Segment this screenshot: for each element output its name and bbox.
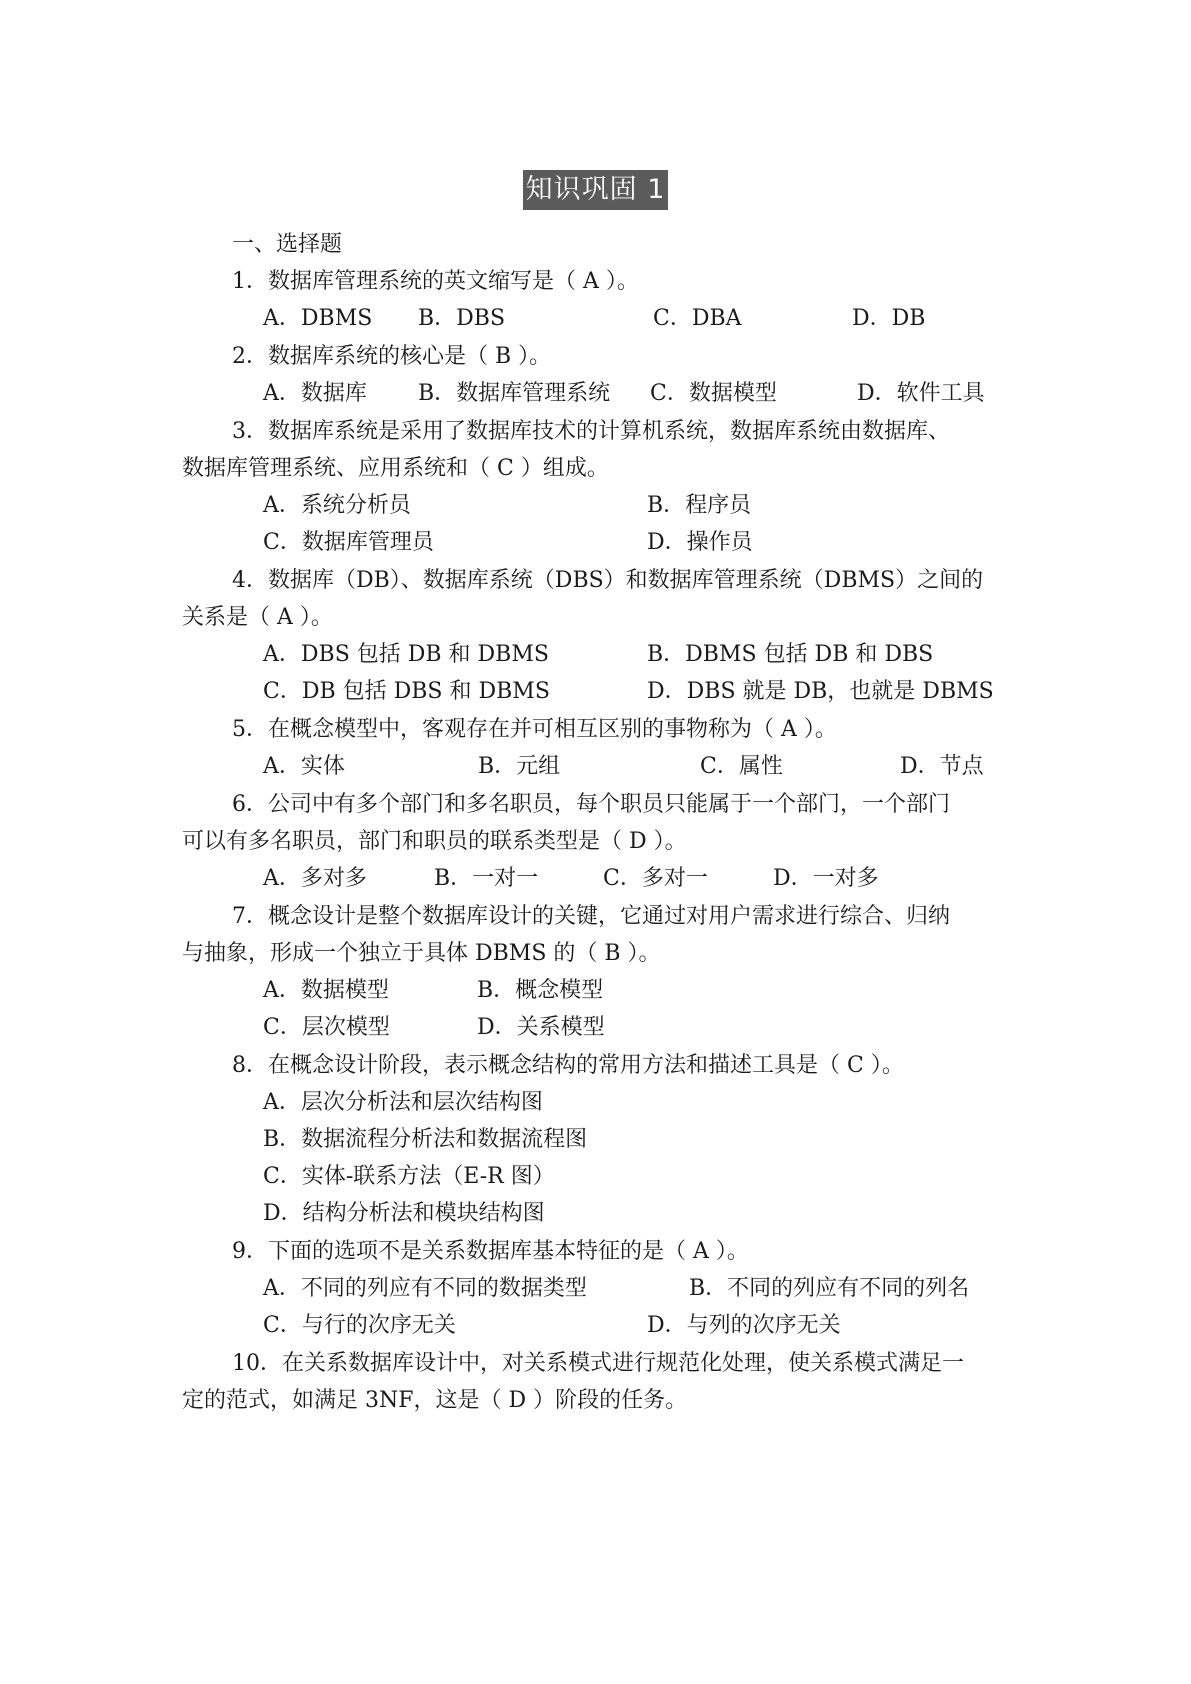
- question-10-text-line-2: 定的范式，如满足 3NF，这是（ D ）阶段的任务。: [182, 1388, 688, 1413]
- q1-option-b: B．DBS: [418, 306, 506, 331]
- q8-option-d: D．结构分析法和模块结构图: [263, 1201, 545, 1226]
- question-7-text-line-2: 与抽象，形成一个独立于具体 DBMS 的（ B ）。: [182, 941, 661, 966]
- q8-option-a: A．层次分析法和层次结构图: [263, 1090, 543, 1115]
- q6-option-b: B．一对一: [434, 866, 539, 891]
- q9-option-c: C．与行的次序无关: [263, 1313, 456, 1338]
- q5-option-b: B．元组: [478, 754, 561, 779]
- page-title: 知识巩固 1: [523, 170, 669, 210]
- q5-option-c: C．属性: [700, 754, 783, 779]
- title-container: [0, 170, 1191, 210]
- q9-option-a: A．不同的列应有不同的数据类型: [263, 1276, 587, 1301]
- question-2-text: 2．数据库系统的核心是（ B ）。: [232, 344, 552, 369]
- question-5-text: 5．在概念模型中，客观存在并可相互区别的事物称为（ A ）。: [232, 717, 837, 742]
- question-4-text-line-2: 关系是（ A ）。: [182, 605, 333, 630]
- q4-option-a: A．DBS 包括 DB 和 DBMS: [263, 642, 549, 667]
- question-6-text-line-1: 6．公司中有多个部门和多名职员，每个职员只能属于一个部门，一个部门: [232, 792, 950, 817]
- q1-option-c: C．DBA: [653, 306, 742, 331]
- q4-option-c: C．DB 包括 DBS 和 DBMS: [263, 679, 550, 704]
- q8-option-b: B．数据流程分析法和数据流程图: [263, 1127, 588, 1152]
- q2-option-c: C．数据模型: [650, 381, 777, 406]
- question-6-text-line-2: 可以有多名职员，部门和职员的联系类型是（ D ）。: [182, 829, 687, 854]
- q7-option-d: D．关系模型: [477, 1015, 605, 1040]
- q7-option-a: A．数据模型: [263, 978, 389, 1003]
- q3-option-b: B．程序员: [647, 493, 752, 518]
- question-10-text-line-1: 10．在关系数据库设计中，对关系模式进行规范化处理，使关系模式满足一: [232, 1351, 964, 1376]
- q2-option-a: A．数据库: [263, 381, 367, 406]
- question-9-text: 9．下面的选项不是关系数据库基本特征的是（ A ）。: [232, 1239, 749, 1264]
- q6-option-d: D．一对多: [773, 866, 879, 891]
- q3-option-c: C．数据库管理员: [263, 530, 434, 555]
- q1-option-a: A．DBMS: [263, 306, 373, 331]
- q8-option-c: C．实体-联系方法（E-R 图）: [263, 1164, 555, 1189]
- q4-option-d: D．DBS 就是 DB，也就是 DBMS: [647, 679, 994, 704]
- question-3-text-line-1: 3．数据库系统是采用了数据库技术的计算机系统，数据库系统由数据库、: [232, 419, 950, 444]
- q5-option-d: D．节点: [900, 754, 984, 779]
- q9-option-d: D．与列的次序无关: [647, 1313, 841, 1338]
- q1-option-d: D．DB: [852, 306, 926, 331]
- question-3-text-line-2: 数据库管理系统、应用系统和（ C ）组成。: [182, 456, 609, 481]
- q3-option-d: D．操作员: [647, 530, 753, 555]
- question-8-text: 8．在概念设计阶段，表示概念结构的常用方法和描述工具是（ C ）。: [232, 1053, 904, 1078]
- q2-option-b: B．数据库管理系统: [418, 381, 611, 406]
- q2-option-d: D．软件工具: [857, 381, 985, 406]
- section-heading: 一、选择题: [232, 232, 343, 257]
- q7-option-c: C．层次模型: [263, 1015, 390, 1040]
- q7-option-b: B．概念模型: [477, 978, 604, 1003]
- q5-option-a: A．实体: [263, 754, 345, 779]
- q4-option-b: B．DBMS 包括 DB 和 DBS: [647, 642, 934, 667]
- q3-option-a: A．系统分析员: [263, 493, 411, 518]
- q6-option-a: A．多对多: [263, 866, 367, 891]
- q9-option-b: B．不同的列应有不同的列名: [689, 1276, 970, 1301]
- question-4-text-line-1: 4．数据库（DB）、数据库系统（DBS）和数据库管理系统（DBMS）之间的: [232, 568, 984, 593]
- question-7-text-line-1: 7．概念设计是整个数据库设计的关键，它通过对用户需求进行综合、归纳: [232, 904, 950, 929]
- q6-option-c: C．多对一: [603, 866, 708, 891]
- question-1-text: 1．数据库管理系统的英文缩写是（ A ）。: [232, 269, 639, 294]
